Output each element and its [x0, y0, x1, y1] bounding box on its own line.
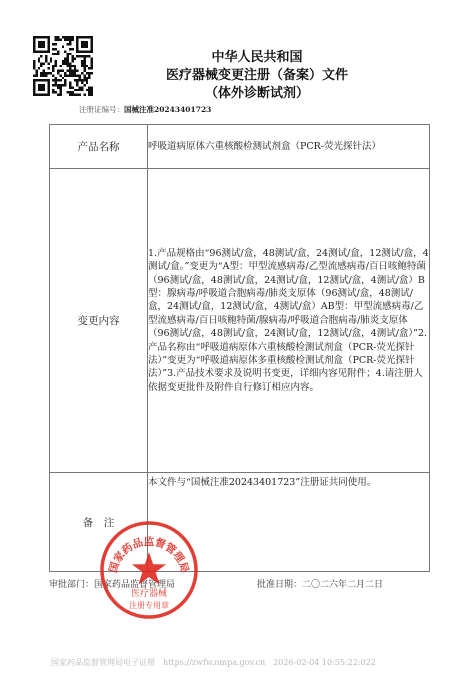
- seal-outer-text: 国家药品监督管理局: [107, 536, 191, 575]
- product-name-label: 产品名称: [50, 125, 148, 169]
- approval-date-label: 批准日期：: [257, 580, 303, 590]
- doc-title-country: 中华人民共和国: [211, 50, 303, 65]
- registration-number: [79, 104, 211, 115]
- approval-date-value: 二〇二六年二月二日: [302, 580, 384, 590]
- product-name-value: 呼吸道病原体六重核酸检测试剂盒（PCR-荧光探针法）: [148, 125, 430, 169]
- qr-code-icon: [33, 36, 93, 96]
- registration-number-label: 注册证编号：: [79, 105, 124, 114]
- doc-title-main: 医疗器械变更注册（备案）文件: [165, 68, 348, 83]
- seal-inner-line1: 医疗器械: [130, 589, 168, 599]
- change-content-label: 变更内容: [50, 169, 148, 473]
- change-document-table: [49, 124, 430, 572]
- registration-number-value: 国械注准20243401723: [124, 105, 212, 114]
- approval-department-label: 审批部门：: [49, 580, 95, 590]
- remark-label: 备 注: [50, 473, 148, 572]
- table-row-change: [50, 169, 430, 473]
- seal-inner-line2: 注册专用章: [129, 601, 169, 610]
- doc-title-sub: （体外诊断试剂）: [204, 86, 309, 101]
- remark-value: 本文件与“国械注准20243401723”注册证共同使用。: [148, 473, 430, 572]
- approval-department-value: 国家药品监督管理局: [94, 580, 176, 590]
- change-content-value: 1.产品规格由“96测试/盒，48测试/盒，24测试/盒，12测试/盒，4测试/盒。”变更为“A型：甲型流感病毒/乙型流感病毒/百日咳鲍特菌（96测试/盒，48测试/盒，24测试/盒，12测试/盒，4测试/盒）B型：腺病毒/呼吸道合胞病毒/肺炎支原体（96测试/盒，48测试/盒，24测试/盒，12测试/盒，4测试/盒）AB型：甲型流感病毒/乙型流感病毒/百日咳鲍特菌/腺病毒/呼吸道合胞病毒/肺炎支原体（96测试/盒，48测试/盒，24测试/盒，12测试/盒，4测试/盒）”2.产品名称由“呼吸道病原体六重核酸检测试剂盒（PCR-荧光探针法）”变更为“呼吸道病原体多重核酸检测试剂盒（PCR-荧光探针法）”3.产品技术要求及说明书变更，详细内容见附件；4.请注册人依据变更批件及附件自行修订相应内容。: [148, 169, 430, 473]
- electronic-license-watermark: 国家药品监督管理局电子证照 https://zwfw.nmpa.gov.cn 2026-02-04 10:55:22:022: [51, 658, 376, 667]
- official-seal-icon: [99, 520, 199, 620]
- table-row-product: [50, 125, 430, 169]
- approval-date: [257, 577, 383, 590]
